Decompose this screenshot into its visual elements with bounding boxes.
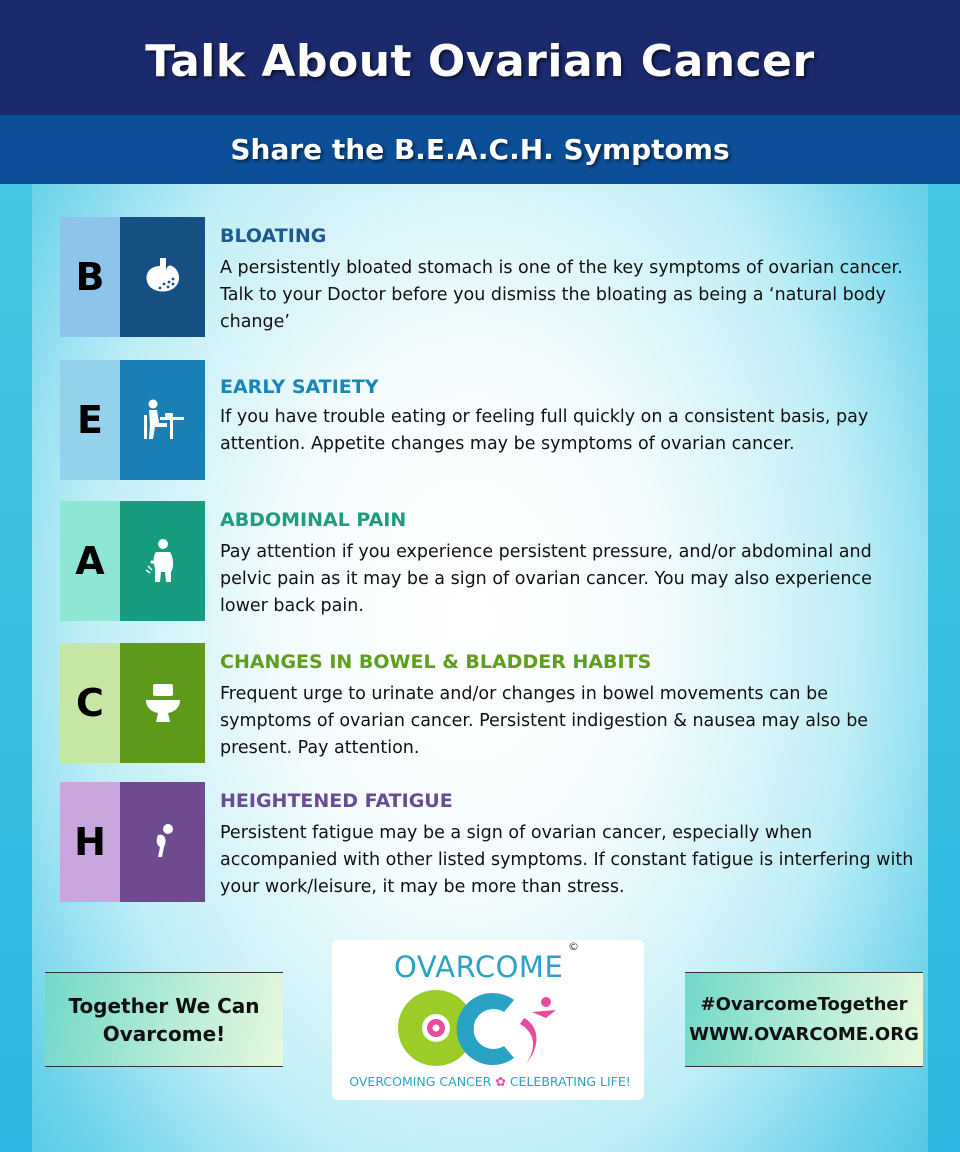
logo-name: OVARCOME [394,950,564,984]
symptom-early-satiety [60,360,920,480]
toilet-icon [120,643,205,763]
symptom-description: Persistent fatigue may be a sign of ovarian cancer, especially when accompanied with other listed symptoms. If constant fatigue is interfering with your work/leisure, it may be more than stress. [220,823,914,897]
person-abdominal-pain-icon [120,501,205,621]
page-title: Talk About Ovarian Cancer [145,36,815,87]
symptom-description: Frequent urge to urinate and/or changes in bowel movements can be symptoms of ovarian cancer. Persistent indigestion & nausea may also be present. Pay attention. [220,684,869,758]
symptom-title: CHANGES IN BOWEL & BLADDER HABITS [220,651,652,673]
tagline-left: OVERCOMING CANCER [349,1074,492,1089]
symptom-letter: C [60,643,120,763]
copyright-mark: © [568,940,579,953]
tagline-right: CELEBRATING LIFE! [509,1074,631,1089]
page-subtitle: Share the B.E.A.C.H. Symptoms [230,133,730,166]
tired-person-icon [120,782,205,902]
together-line1: Together We Can [68,993,260,1018]
right-border [928,184,960,1152]
symptom-heightened-fatigue [60,782,920,902]
symptom-description: Pay attention if you experience persistent pressure, and/or abdominal and pelvic pain as it may be a sign of ovarian cancer. You may also experience lower back pain. [220,542,872,616]
flower-icon: ✿ [495,1074,506,1089]
header-banner [0,0,960,115]
symptom-title: BLOATING [220,225,327,247]
logo-tagline [340,1074,640,1089]
hashtag-text: #OvarcomeTogether [700,993,908,1015]
symptom-bloating [60,217,920,337]
symptom-title: HEIGHTENED FATIGUE [220,790,453,812]
left-border [0,184,32,1152]
website-link[interactable]: WWW.OVARCOME.ORG [689,1023,919,1045]
symptom-letter: A [60,501,120,621]
symptom-abdominal-pain [60,501,920,621]
symptom-bowel-bladder [60,643,920,763]
logo-oc-mark [396,984,576,1072]
together-line2: Ovarcome! [102,1021,226,1046]
hashtag-box [685,972,923,1067]
symptom-letter: E [60,360,120,480]
symptom-description: A persistently bloated stomach is one of the key symptoms of ovarian cancer. Talk to your Doctor before you dismiss the bloating as being a ‘natural body change’ [220,258,903,332]
symptom-letter: B [60,217,120,337]
ovarcome-logo [332,940,644,1100]
person-at-table-icon [120,360,205,480]
subheader-banner [0,115,960,184]
symptom-title: ABDOMINAL PAIN [220,509,407,531]
symptom-letter: H [60,782,120,902]
stomach-icon [120,217,205,337]
symptom-description: If you have trouble eating or feeling full quickly on a consistent basis, pay attention. Appetite changes may be symptoms of ovarian cancer. [220,407,869,454]
symptom-title: EARLY SATIETY [220,376,379,398]
together-box [45,972,283,1067]
